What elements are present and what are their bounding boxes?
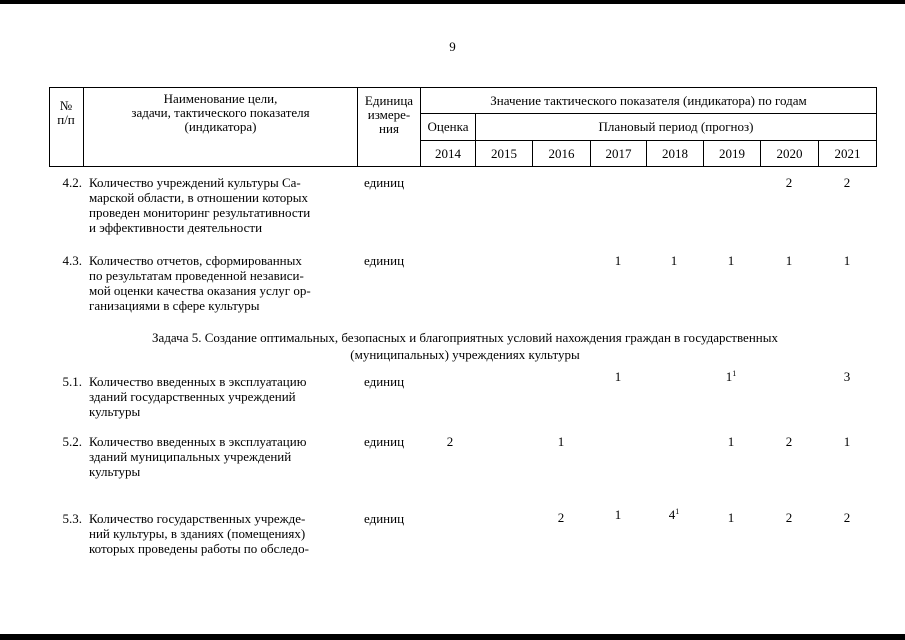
row-value-2018: 1 (670, 253, 678, 268)
top-border (0, 0, 905, 4)
row-description: Количество отчетов, сформированных по результатам проведенной независи- мой оценки качества оказания услуг ор- ганизациями в сфере культуры (89, 253, 311, 313)
header-num: № п/п (57, 98, 75, 127)
row-description: Количество государственных учрежде- ний культуры, в зданиях (помещениях) которых проведены работы по обследо- (89, 511, 309, 556)
row-unit: единиц (364, 253, 405, 268)
header-year: 2018 (662, 145, 688, 161)
header-year: 2017 (605, 145, 632, 161)
row-value-2020: 2 (785, 434, 793, 449)
row-value-2020: 1 (785, 253, 793, 268)
task-heading: Задача 5. Создание оптимальных, безопасных и благоприятных условий нахождения граждан в государственных (152, 330, 778, 345)
row-number: 4.3. (62, 253, 82, 268)
row-value-2021: 1 (843, 253, 851, 268)
row-value-2021: 2 (843, 175, 851, 190)
row-value-2017: 1 (614, 507, 622, 522)
page-number: 9 (449, 39, 456, 54)
row-value-2016: 1 (557, 434, 565, 449)
row-value-2019: 1 (727, 434, 735, 449)
header-plan: Плановый период (прогноз) (598, 119, 754, 134)
row-value-2017: 1 (614, 253, 622, 268)
header-year: 2016 (548, 145, 575, 161)
row-unit: единиц (364, 175, 405, 190)
header-year: 2015 (491, 145, 517, 161)
header-values-title: Значение тактического показателя (индикатора) по годам (490, 92, 807, 108)
row-value-2020: 2 (785, 510, 793, 525)
row-value-2019: $1^1$ (725, 369, 737, 384)
task-heading-continued: (муниципальных) учреждениях культуры (350, 347, 580, 362)
row-value-2019: 1 (727, 510, 735, 525)
footnote-mark: 1 (675, 507, 680, 516)
header-year: 2020 (776, 145, 803, 161)
row-number: 5.2. (62, 434, 82, 449)
row-value-2017: 1 (614, 369, 622, 384)
row-number: 5.3. (62, 511, 82, 526)
header-name: Наименование цели, задачи, тактического показателя (индикатора) (131, 91, 310, 134)
row-unit: единиц (364, 374, 405, 389)
row-value-2021: 2 (843, 510, 851, 525)
row-description: Количество введенных в эксплуатацию зданий муниципальных учреждений культуры (89, 434, 307, 479)
row-value-2014: 2 (446, 434, 454, 449)
row-value-2020: 2 (785, 175, 793, 190)
row-number: 5.1. (62, 374, 82, 389)
header-unit: Единица измере- ния (364, 93, 414, 136)
row-value-2019: 1 (727, 253, 735, 268)
header-year: 2021 (834, 145, 861, 161)
row-unit: единиц (364, 434, 405, 449)
header-estimate: Оценка (427, 119, 469, 134)
row-unit: единиц (364, 511, 405, 526)
row-value-2021: 1 (843, 434, 851, 449)
bottom-border (0, 634, 905, 640)
row-value-2018: $4^1$ (668, 507, 680, 522)
header-year: 2019 (719, 145, 745, 161)
row-value-2021: 3 (843, 369, 851, 384)
row-description: Количество введенных в эксплуатацию зданий государственных учреждений культуры (89, 374, 307, 419)
row-number: 4.2. (62, 175, 82, 190)
footnote-mark: 1 (732, 369, 737, 378)
row-value-2016: 2 (557, 510, 565, 525)
header-year: 2014 (435, 145, 461, 161)
row-description: Количество учреждений культуры Са- марской области, в отношении которых проведен мониторинг результативности и эффективности деятельности (89, 175, 311, 235)
